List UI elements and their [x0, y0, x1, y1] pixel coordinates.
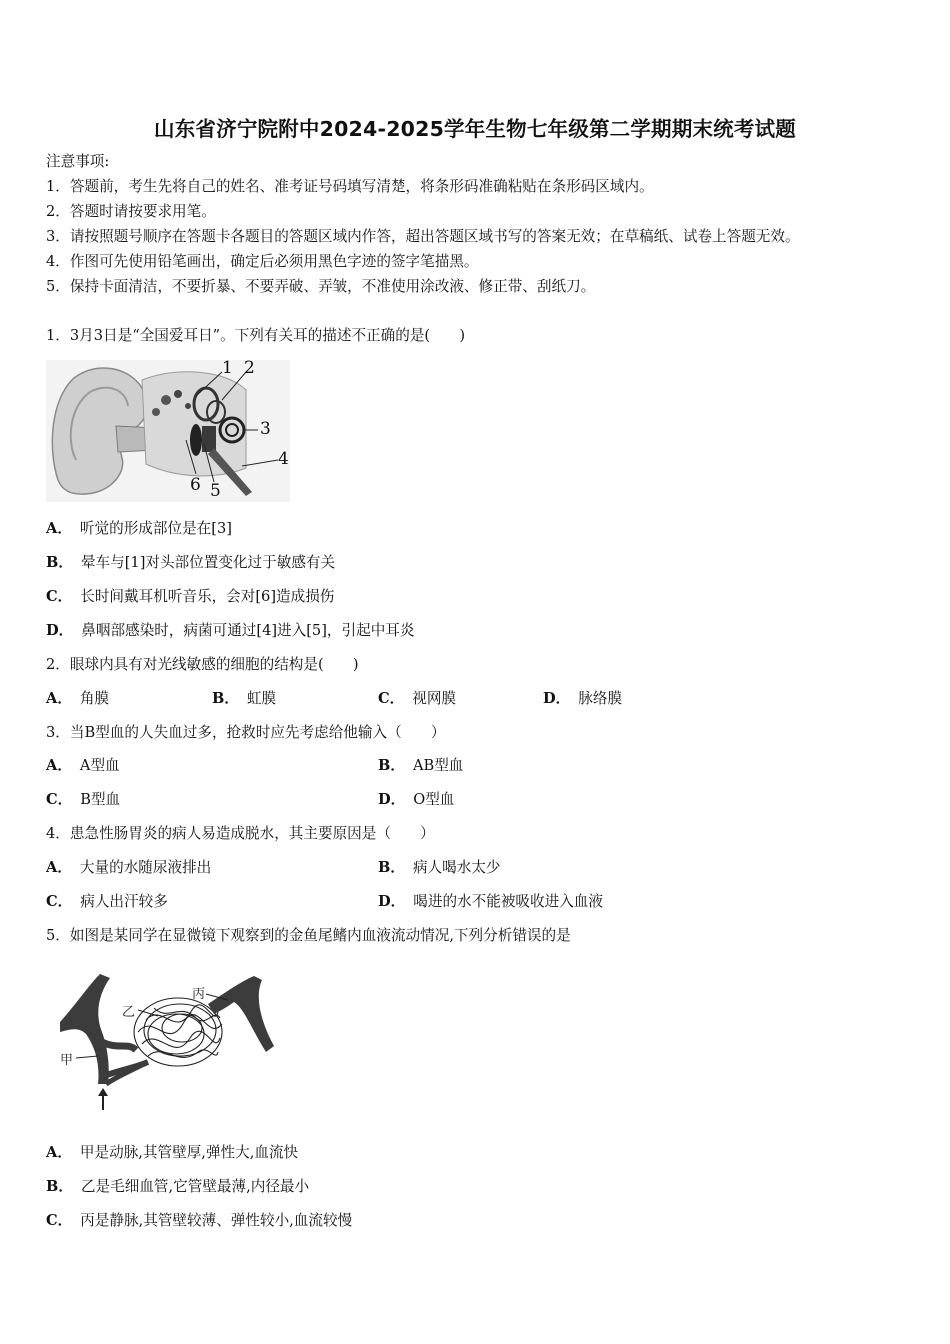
page-title: 山东省济宁院附中2024-2025学年生物七年级第二学期期末统考试题 — [154, 117, 796, 141]
vessel-label-bing: 丙 — [192, 987, 206, 1002]
notice-item: 2．答题时请按要求用笔。 — [46, 203, 216, 220]
notice-item: 5．保持卡面清洁，不要折暴、不要弄破、弄皱，不准使用涂改液、修正带、刮纸刀。 — [46, 278, 596, 295]
question-3-option-b — [378, 756, 463, 776]
ear-diagram-svg — [46, 360, 290, 502]
option-text: 鼻咽部感染时，病菌可通过[4]进入[5]，引起中耳炎 — [81, 622, 415, 639]
ear-label-2: 2 — [244, 360, 255, 378]
option-text: 脉络膜 — [578, 690, 623, 707]
ear-label-4: 4 — [278, 449, 289, 469]
question-3-option-c — [46, 790, 120, 810]
question-1-stem: 1．3月3日是“全国爱耳日”。下列有关耳的描述不正确的是( ) — [46, 327, 466, 344]
blood-vessel-figure — [58, 972, 276, 1112]
question-1-option-d — [46, 621, 414, 641]
notice-item: 3．请按照题号顺序在答题卡各题目的答题区域内作答，超出答题区域书写的答案无效；在草稿纸、试卷上答题无效。 — [46, 228, 800, 245]
ear-label-3: 3 — [260, 419, 271, 439]
question-4-option-a — [46, 858, 211, 878]
option-letter: D． — [378, 893, 406, 910]
question-5-stem: 5．如图是某同学在显微镜下观察到的金鱼尾鳍内血液流动情况,下列分析错误的是 — [46, 927, 571, 944]
option-letter: A． — [46, 1144, 72, 1161]
option-text: 甲是动脉,其管壁厚,弹性大,血流快 — [79, 1144, 299, 1161]
option-letter: A． — [46, 757, 72, 774]
option-text: 乙是毛细血管,它管壁最薄,内径最小 — [80, 1178, 310, 1195]
option-text: 晕车与[1]对头部位置变化过于敏感有关 — [80, 554, 336, 571]
option-letter: C． — [46, 588, 73, 605]
ear-anatomy-figure — [46, 360, 290, 502]
option-text: B型血 — [80, 791, 121, 808]
option-text: 角膜 — [79, 690, 110, 707]
question-2-option-c — [378, 689, 456, 709]
option-letter: A． — [46, 520, 72, 537]
option-letter: B． — [46, 1178, 73, 1195]
option-letter: C． — [378, 690, 405, 707]
option-text: AB型血 — [412, 757, 464, 774]
option-text: 虹膜 — [246, 690, 277, 707]
option-text: 喝进的水不能被吸收进入血液 — [413, 893, 603, 910]
question-3-option-a — [46, 756, 120, 776]
option-text: 病人喝水太少 — [412, 859, 501, 876]
option-text: A型血 — [79, 757, 120, 774]
option-text: 长时间戴耳机听音乐，会对[6]造成损伤 — [80, 588, 335, 605]
option-letter: C． — [46, 1212, 73, 1229]
notice-item: 4．作图可先使用铅笔画出，确定后必须用黑色字迹的签字笔描黑。 — [46, 253, 479, 270]
question-4-option-d — [378, 892, 603, 912]
option-letter: B． — [378, 859, 405, 876]
notice-item: 1．答题前，考生先将自己的姓名、准考证号码填写清楚，将条形码准确粘贴在条形码区域内。 — [46, 178, 654, 195]
option-text: 视网膜 — [412, 690, 457, 707]
question-5-option-c — [46, 1211, 352, 1231]
question-2-option-d — [543, 689, 622, 709]
ear-label-1: 1 — [222, 360, 233, 378]
question-3-stem: 3．当B型血的人失血过多，抢救时应先考虑给他输入（ ） — [46, 724, 446, 741]
question-4-stem: 4．患急性肠胃炎的病人易造成脱水，其主要原因是（ ） — [46, 825, 435, 842]
option-letter: B． — [212, 690, 239, 707]
question-2-option-a — [46, 689, 109, 709]
option-letter: A． — [46, 859, 72, 876]
option-letter: B． — [46, 554, 73, 571]
question-2-option-b — [212, 689, 276, 709]
question-1-option-b — [46, 553, 335, 573]
question-4-option-b — [378, 858, 501, 878]
option-text: 丙是静脉,其管壁较薄、弹性较小,血流较慢 — [80, 1212, 353, 1229]
option-letter: D． — [378, 791, 406, 808]
question-2-stem: 2．眼球内具有对光线敏感的细胞的结构是( ) — [46, 656, 359, 673]
option-text: O型血 — [413, 791, 455, 808]
option-letter: A． — [46, 690, 72, 707]
option-letter: B． — [378, 757, 405, 774]
option-text: 病人出汗较多 — [80, 893, 168, 910]
option-text: 大量的水随尿液排出 — [79, 859, 212, 876]
ear-label-5: 5 — [210, 481, 221, 501]
question-1-option-a — [46, 519, 232, 539]
question-3-option-d — [378, 790, 454, 810]
ear-label-6: 6 — [190, 475, 201, 495]
question-5-option-a — [46, 1143, 298, 1163]
option-letter: D． — [46, 622, 74, 639]
option-letter: C． — [46, 893, 73, 910]
vessel-label-yi: 乙 — [122, 1005, 136, 1020]
vessel-diagram-svg — [58, 972, 276, 1112]
question-4-option-c — [46, 892, 168, 912]
option-text: 听觉的形成部位是在[3] — [79, 520, 232, 537]
option-letter: C． — [46, 791, 73, 808]
notice-heading: 注意事项: — [46, 153, 110, 170]
vessel-label-jia: 甲 — [60, 1053, 74, 1068]
question-1-option-c — [46, 587, 334, 607]
option-letter: D． — [543, 690, 571, 707]
question-5-option-b — [46, 1177, 309, 1197]
